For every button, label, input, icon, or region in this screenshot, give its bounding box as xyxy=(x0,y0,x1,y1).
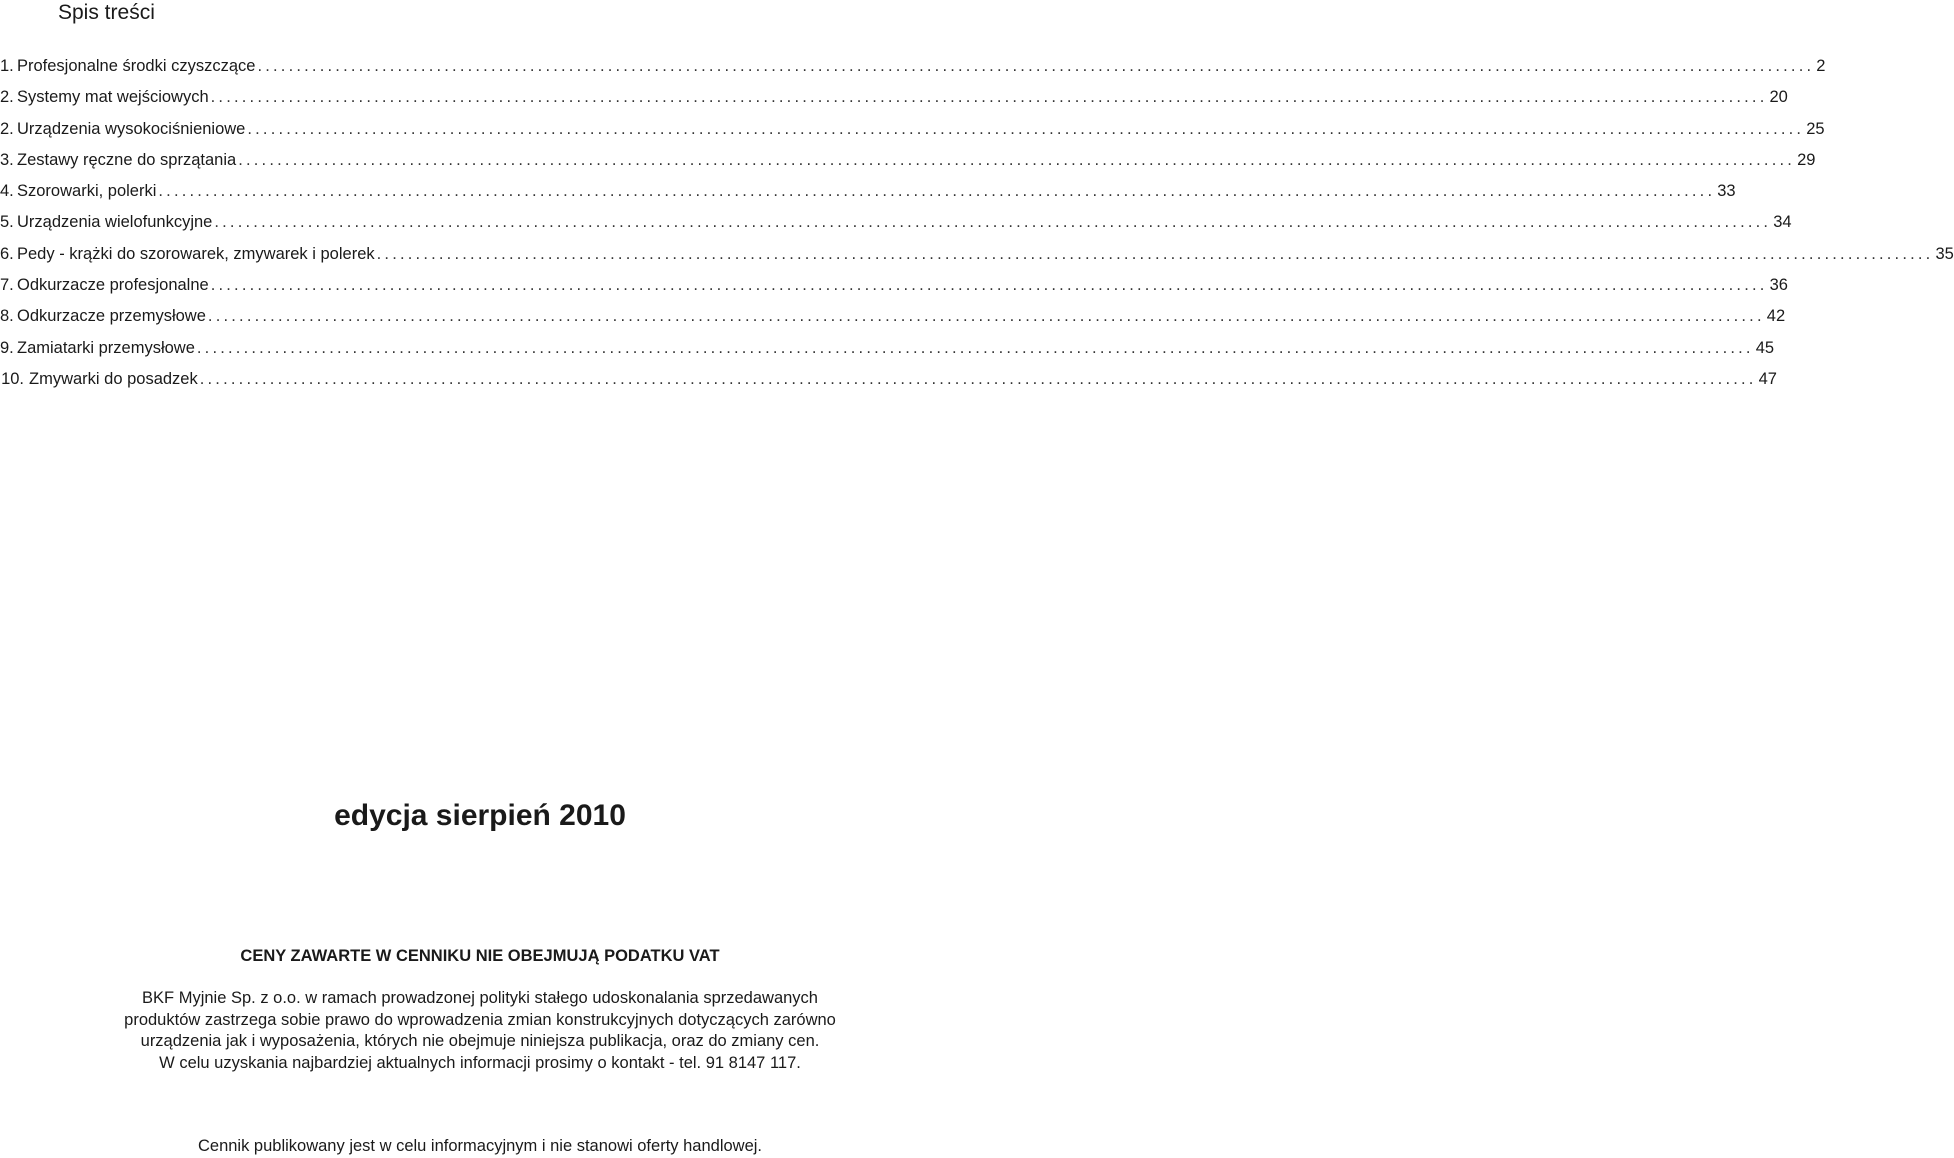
toc-entry-number: 2. xyxy=(0,88,14,107)
toc-entry-label: Zamiatarki przemysłowe xyxy=(17,338,195,357)
toc-entry-page: 34 xyxy=(1773,213,1792,232)
notice-line: W celu uzyskania najbardziej aktualnych informacji prosimy o kontakt - tel. 91 8147 117. xyxy=(159,1053,801,1072)
toc-entry-label: Zmywarki do posadzek xyxy=(29,369,198,388)
toc-entry-number: 3. xyxy=(0,150,14,169)
toc-entry[interactable] xyxy=(0,86,1788,117)
toc-entry-page: 25 xyxy=(1806,119,1825,138)
toc-leader-dots: ........................................................................................................................................................................................................ xyxy=(196,338,1754,357)
toc-entry[interactable] xyxy=(0,55,1826,86)
toc-entry[interactable] xyxy=(0,211,1792,242)
toc-leader-dots: ........................................................................................................................................................................................................ xyxy=(158,182,1716,201)
notice-line: urządzenia jak i wyposażenia, których nie obejmuje niniejsza publikacja, oraz do zmiany cen. xyxy=(140,1032,820,1050)
toc-entry-page: 47 xyxy=(1758,369,1777,388)
toc-entry-label: Szorowarki, polerki xyxy=(17,182,157,201)
page-title: Spis treści xyxy=(58,1,155,24)
toc-entry-page: 29 xyxy=(1797,150,1816,169)
toc-entry-page: 36 xyxy=(1769,276,1788,295)
toc-entry-label: Pedy - krążki do szorowarek, zmywarek i polerek xyxy=(17,244,375,263)
toc-entry-number: 9. xyxy=(0,338,14,357)
toc-leader-dots: ........................................................................................................................................................................................................ xyxy=(257,57,1815,75)
toc-entry-label: Odkurzacze profesjonalne xyxy=(17,276,209,295)
edition-heading: edycja sierpień 2010 xyxy=(334,799,626,832)
toc-entry[interactable] xyxy=(0,149,1816,180)
toc-entry[interactable] xyxy=(0,368,1777,399)
company-notice xyxy=(0,988,960,1074)
toc-entry[interactable] xyxy=(0,305,1786,336)
toc-entry-number: 7. xyxy=(0,276,14,295)
toc-entry-number: 2. xyxy=(0,119,14,138)
toc-leader-dots: ........................................................................................................................................................................................................ xyxy=(214,213,1772,232)
table-of-contents xyxy=(0,55,1954,399)
toc-entry-number: 6. xyxy=(0,244,14,263)
toc-entry[interactable] xyxy=(0,337,1775,368)
toc-entry-number: 1. xyxy=(0,57,14,75)
notice-line: BKF Myjnie Sp. z o.o. w ramach prowadzonej polityki stałego udoskonalania sprzedawanych xyxy=(142,989,818,1007)
toc-entry[interactable] xyxy=(0,243,1954,274)
toc-entry[interactable] xyxy=(0,118,1825,149)
notice-line: produktów zastrzega sobie prawo do wprowadzenia zmian konstrukcyjnych dotyczących zarówno xyxy=(124,1010,836,1029)
toc-entry-page: 35 xyxy=(1935,244,1954,263)
toc-leader-dots: ........................................................................................................................................................................................................ xyxy=(238,150,1796,169)
toc-leader-dots: ........................................................................................................................................................................................................ xyxy=(376,244,1934,263)
toc-leader-dots: ........................................................................................................................................................................................................ xyxy=(247,119,1805,138)
toc-entry-label: Systemy mat wejściowych xyxy=(17,88,209,107)
footer-disclaimer: Cennik publikowany jest w celu informacyjnym i nie stanowi oferty handlowej. xyxy=(197,1137,762,1155)
toc-entry[interactable] xyxy=(0,274,1788,305)
toc-entry-label: Odkurzacze przemysłowe xyxy=(17,307,206,326)
toc-entry-page: 42 xyxy=(1766,307,1786,326)
toc-leader-dots: ........................................................................................................................................................................................................ xyxy=(199,369,1757,388)
toc-entry[interactable] xyxy=(0,180,1736,211)
toc-entry-number: 5. xyxy=(0,213,14,232)
toc-entry-label: Zestawy ręczne do sprzątania xyxy=(17,150,237,169)
toc-entry-page: 20 xyxy=(1769,88,1788,107)
toc-entry-page: 45 xyxy=(1755,338,1775,357)
toc-entry-page: 2 xyxy=(1816,57,1826,75)
vat-notice: CENY ZAWARTE W CENNIKU NIE OBEJMUJĄ PODATKU VAT xyxy=(240,947,720,965)
toc-entry-number: 4. xyxy=(0,182,14,201)
toc-entry-label: Profesjonalne środki czyszczące xyxy=(17,57,256,75)
toc-leader-dots: ........................................................................................................................................................................................................ xyxy=(210,276,1768,295)
toc-entry-label: Urządzenia wysokociśnieniowe xyxy=(17,119,246,138)
toc-entry-page: 33 xyxy=(1717,182,1736,201)
toc-entry-number: 10. xyxy=(1,369,24,388)
toc-leader-dots: ........................................................................................................................................................................................................ xyxy=(207,307,1765,326)
toc-entry-label: Urządzenia wielofunkcyjne xyxy=(17,213,213,232)
toc-entry-number: 8. xyxy=(0,307,14,326)
toc-leader-dots: ........................................................................................................................................................................................................ xyxy=(210,88,1768,107)
